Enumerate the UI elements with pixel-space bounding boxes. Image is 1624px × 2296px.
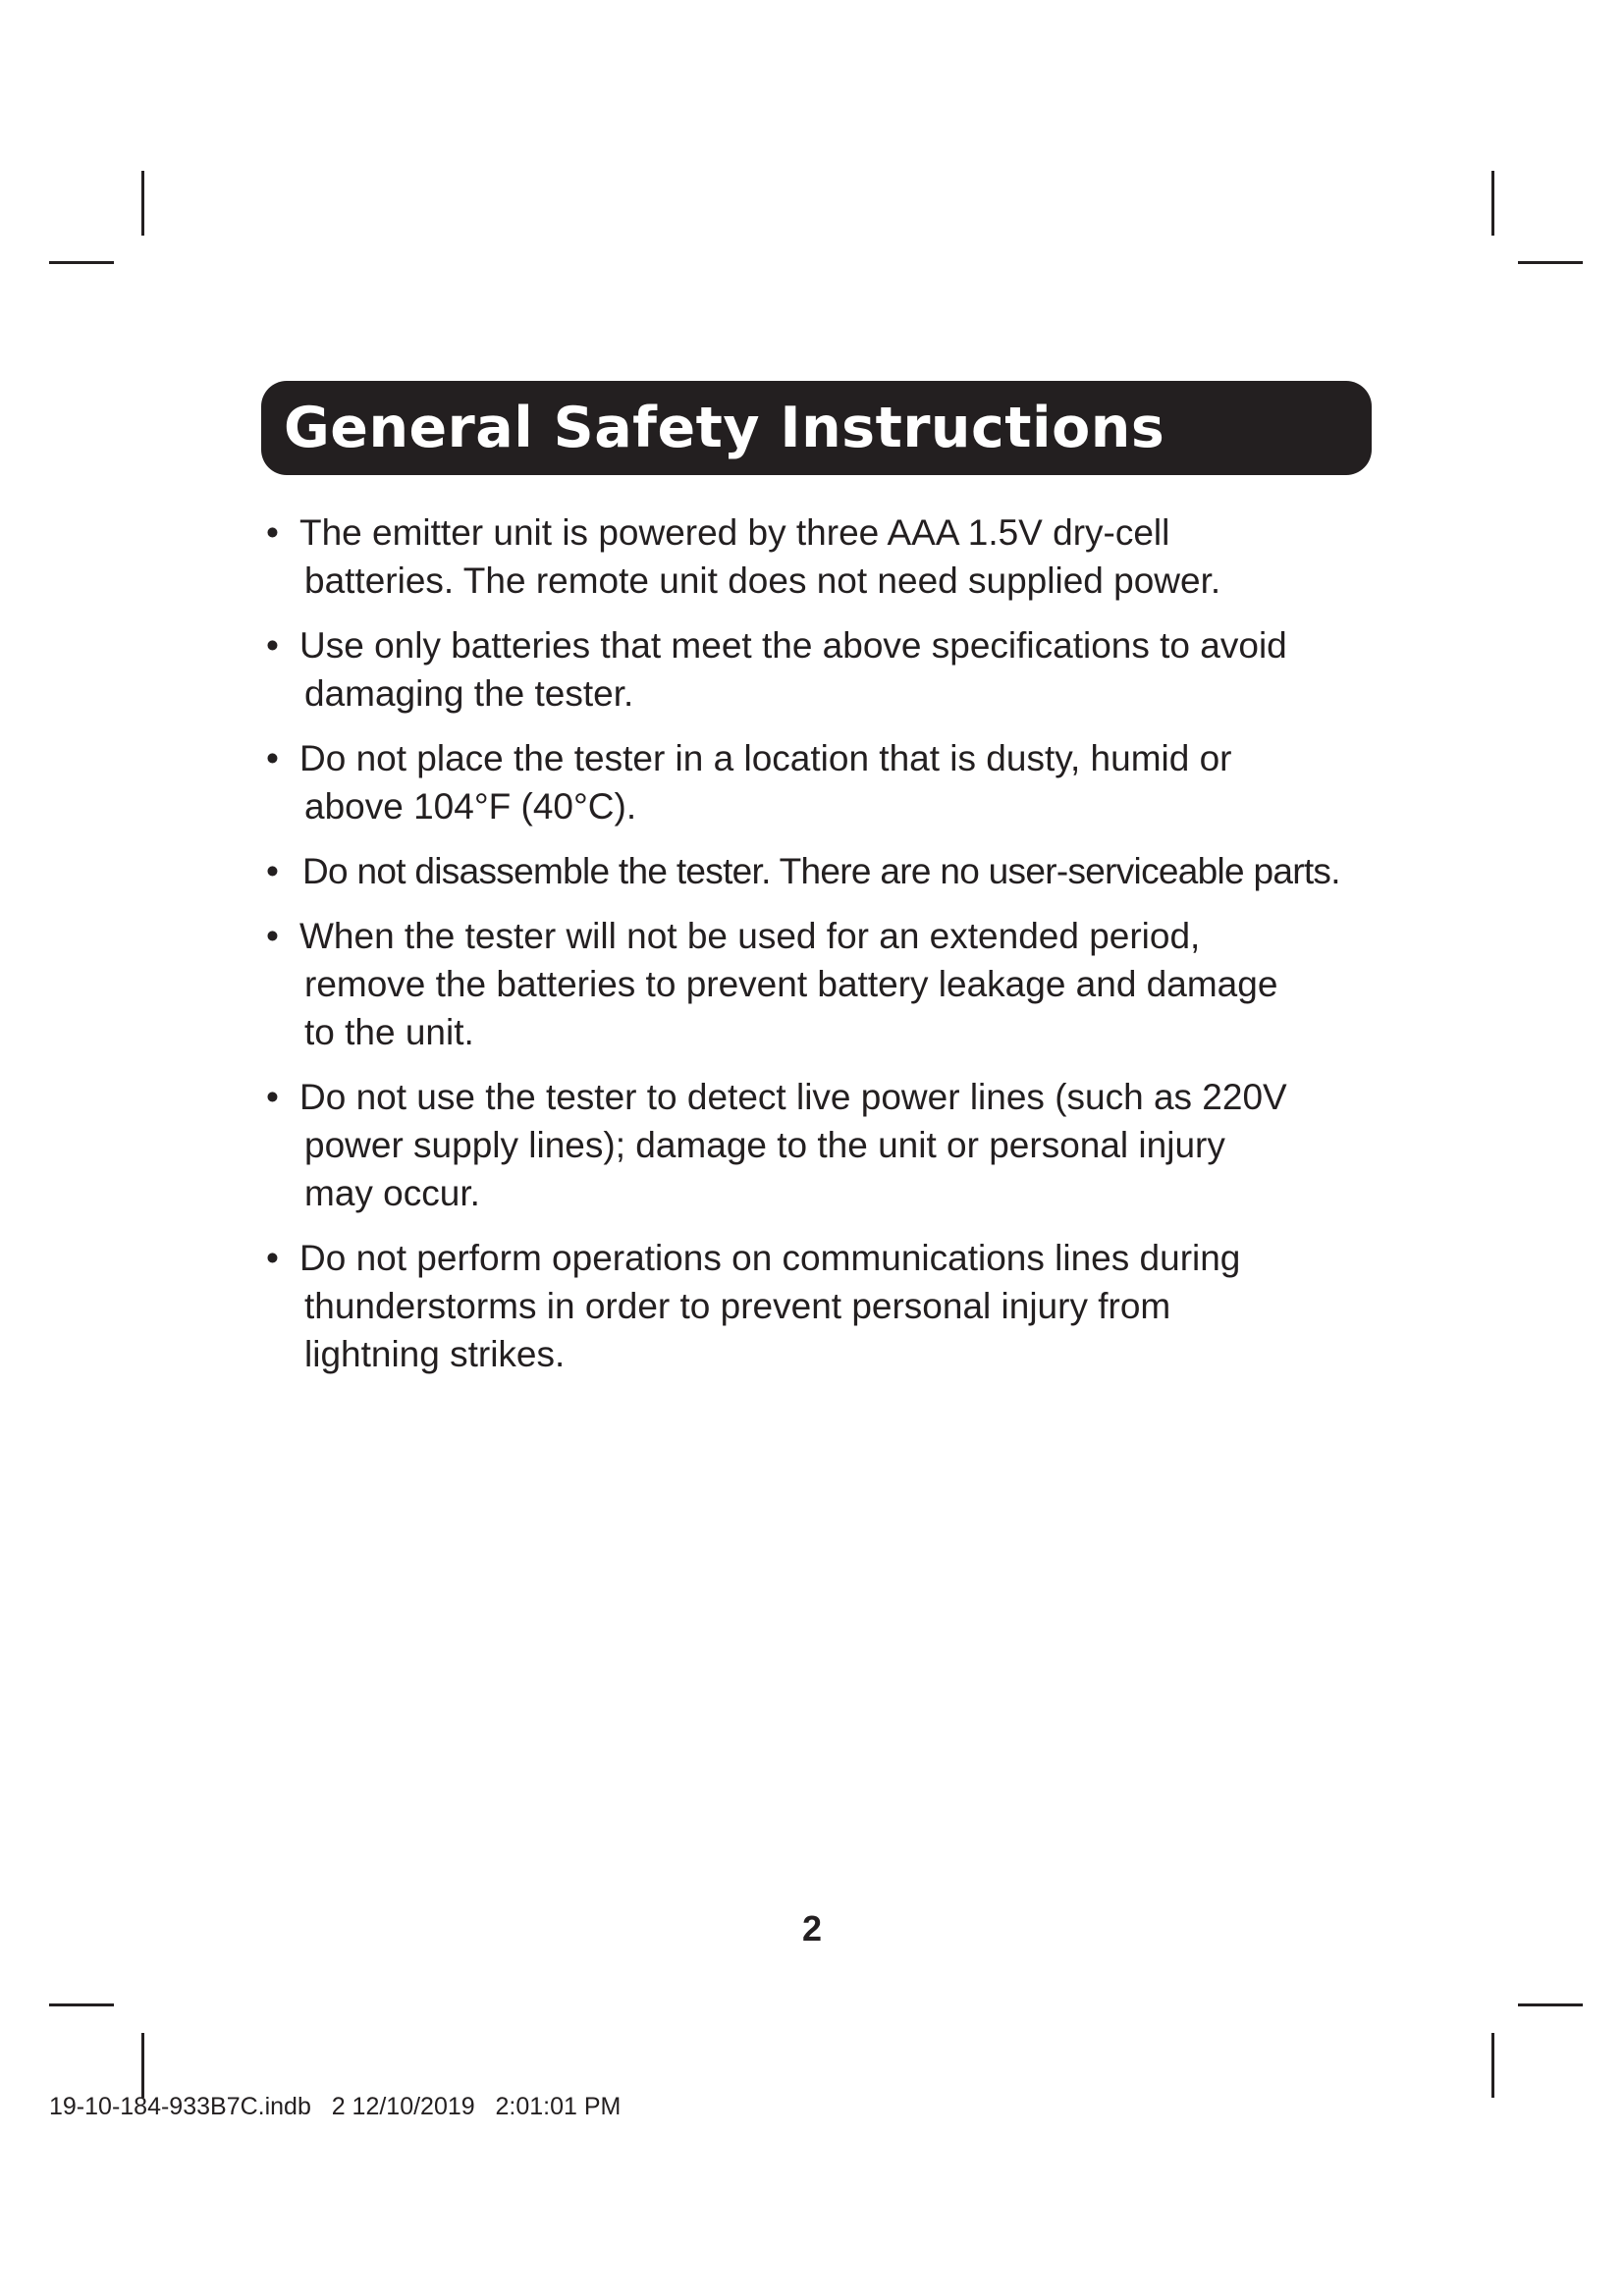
list-item-line: The emitter unit is powered by three AAA 1.5V dry-cell bbox=[299, 512, 1170, 553]
crop-mark-bottom-left-horizontal bbox=[49, 2003, 114, 2006]
section-heading: General Safety Instructions bbox=[284, 396, 1165, 460]
list-item-line: Do not perform operations on communications lines during bbox=[299, 1238, 1241, 1278]
section-heading-bar bbox=[261, 381, 1372, 475]
crop-mark-top-left-horizontal bbox=[49, 261, 114, 264]
list-item bbox=[261, 912, 1400, 1056]
crop-mark-bottom-right-horizontal bbox=[1518, 2003, 1583, 2006]
list-item bbox=[261, 621, 1400, 718]
list-item-line: Use only batteries that meet the above specifications to avoid bbox=[299, 625, 1287, 666]
safety-instructions-list bbox=[261, 508, 1400, 1395]
crop-mark-bottom-right-vertical bbox=[1491, 2033, 1494, 2098]
list-item-line: may occur. bbox=[304, 1173, 480, 1213]
list-item bbox=[261, 1234, 1400, 1378]
list-item bbox=[261, 1073, 1400, 1217]
bullet-icon: • bbox=[266, 916, 279, 956]
bullet-icon: • bbox=[266, 1238, 279, 1278]
bullet-icon: • bbox=[266, 1077, 279, 1117]
list-item-line: Do not place the tester in a location that is dusty, humid or bbox=[299, 738, 1232, 778]
list-item-line: power supply lines); damage to the unit or personal injury bbox=[304, 1125, 1225, 1165]
list-item-line: remove the batteries to prevent battery leakage and damage bbox=[304, 964, 1278, 1004]
print-slug: 19-10-184-933B7C.indb 2 12/10/2019 2:01:01 PM bbox=[49, 2093, 622, 2120]
crop-mark-bottom-left-vertical bbox=[141, 2033, 144, 2098]
page-number: 2 bbox=[801, 1908, 823, 1949]
bullet-icon: • bbox=[266, 851, 279, 891]
list-item-line: to the unit. bbox=[304, 1012, 474, 1052]
list-item-line: thunderstorms in order to prevent personal injury from bbox=[304, 1286, 1171, 1326]
bullet-icon: • bbox=[266, 625, 279, 666]
list-item-line: above 104°F (40°C). bbox=[304, 786, 637, 827]
crop-mark-top-left-vertical bbox=[141, 171, 144, 236]
list-item-line: damaging the tester. bbox=[304, 673, 634, 714]
list-item-line: lightning strikes. bbox=[304, 1334, 566, 1374]
bullet-icon: • bbox=[266, 512, 279, 553]
list-item bbox=[261, 847, 1400, 895]
list-item-line: Do not disassemble the tester. There are no user-serviceable parts. bbox=[302, 851, 1340, 891]
bullet-icon: • bbox=[266, 738, 279, 778]
crop-mark-top-right-horizontal bbox=[1518, 261, 1583, 264]
list-item-line: batteries. The remote unit does not need supplied power. bbox=[304, 561, 1221, 601]
crop-mark-top-right-vertical bbox=[1491, 171, 1494, 236]
list-item bbox=[261, 734, 1400, 830]
list-item-line: When the tester will not be used for an extended period, bbox=[299, 916, 1201, 956]
list-item-line: Do not use the tester to detect live power lines (such as 220V bbox=[299, 1077, 1287, 1117]
list-item bbox=[261, 508, 1400, 605]
